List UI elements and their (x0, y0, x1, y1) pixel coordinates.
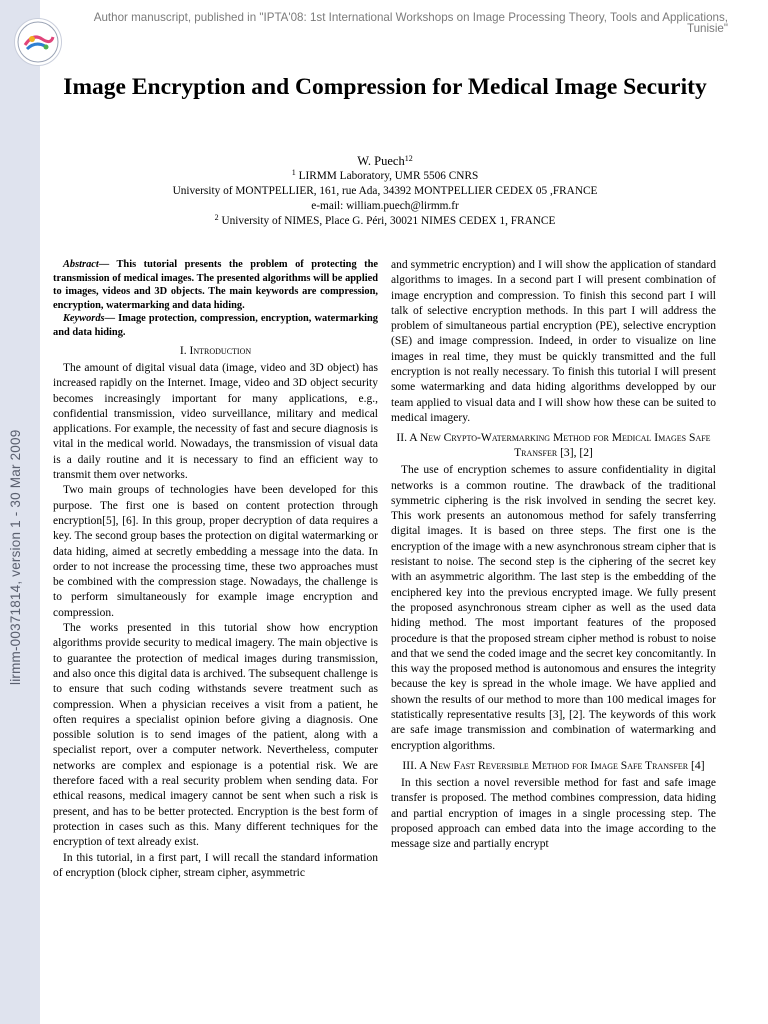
affiliation-2 (60, 214, 710, 229)
manuscript-note-line2: Tunisie" (686, 22, 728, 35)
manuscript-note (80, 12, 728, 34)
intro-paragraph-4: In this tutorial, in a first part, I will recall the standard information of encryption (block cipher, stream cipher, asymmetric (53, 851, 378, 879)
abstract-label: Abstract (63, 259, 99, 270)
section-3-paragraph-1: In this section a novel reversible method for fast and safe image transfer is proposed. The method combines compression, data hiding and partial encryption of images in a single processing step. The proposed approach can embed data into the image according to the message size and partially encrypt (391, 776, 716, 851)
affiliation-2-text: University of NIMES, Place G. Péri, 30021 NIMES CEDEX 1, FRANCE (221, 215, 556, 227)
section-3-heading: III. A New Fast Reversible Method for Image Safe Transfer [4] (402, 758, 705, 772)
archive-id: lirmm-00371814, version 1 - 30 Mar 2009 (8, 429, 23, 685)
manuscript-note-line1: Author manuscript, published in "IPTA'08: 1st International Workshops on Image Processing Theory, Tools and Applications, (93, 11, 728, 24)
abstract (53, 258, 378, 312)
keywords-text: — Image protection, compression, encryption, watermarking and data hiding. (53, 313, 378, 338)
affiliation-1-text: LIRMM Laboratory, UMR 5506 CNRS (298, 170, 479, 182)
paper-title: Image Encryption and Compression for Medical Image Security (63, 74, 707, 100)
intro-paragraph-4-continued: and symmetric encryption) and I will show the application of standard algorithms to images. In a second part I will present combination of image encryption and compression. To finish this second part I will talk of selective encryption methods. In this part I will address the problem of simultaneous partial encryption (PE), selective encryption (SE) and image compression. Indeed, in order to visualize on line images in real time, they must be quickly transmitted and the full encryption is not really necessary. To finish this tutorial I will present some watermarking and data hiding algorithms developped by our team applied to visual data and I will show how these can be suited to medical imagery. (391, 259, 716, 424)
author-block (60, 154, 710, 229)
intro-paragraph-2: Two main groups of technologies have been developed for this purpose. The first one is based on content protection through encryption[5], [6]. In this group, proper decryption of data requires a key. The second group bases the protection on digital watermarking or data hiding, aimed at secretly embedding a message into the data. In order to not increase the processing time, these two approaches must be combined with the compression stage. Nowadays, the challenge is to perform simultaneously for example image encryption and compression. (53, 484, 378, 619)
abstract-text: — This tutorial presents the problem of protecting the transmission of medical images. The presented algorithms will be applied to images, videos and 3D objects. The main keywords are compression, encryption, watermarking and data hiding. (53, 259, 378, 311)
affiliation-1-number: 1 (291, 168, 296, 177)
section-1-heading: I. Introduction (179, 344, 252, 357)
right-column (391, 258, 716, 852)
affiliation-2-number: 2 (214, 213, 219, 222)
left-column (53, 258, 378, 881)
intro-paragraph-3: The works presented in this tutorial show how encryption algorithms provide security to medical imagery. The main objective is to guarantee the protection of medical images during transmission, and also once this digital data is archived. The subsequent challenge is to ensure that such coding withstands severe treatment such as compression. When a physician receives a visit from a patient, he often requires a specialist opinion before giving a diagnosis. One possible solution is to send images of the patient, along with a specialist report, over a computer network. Nevertheless, computer networks are complex and espionage is a potential risk. We are therefore faced with a real security problem when sending data. For ethical reasons, medical imagery cannot be sent when such a risk is present, and has to be better protected. Encryption is the best form of protection in cases such as this. Many different techniques for the encryption of text already exist. (53, 622, 378, 849)
keywords-label: Keywords (63, 313, 105, 324)
author-superscript: 12 (404, 154, 413, 163)
author-name-line (60, 154, 710, 169)
section-2-paragraph-1: The use of encryption schemes to assure confidentiality in digital networks is a common routine. The drawback of the traditional symmetric ciphering is the risk involved in sending the secret key. This work presents an autonomous method for safely transferring digital images. It is based on three steps. The first one is the encryption of the image with a new asynchronous stream cipher that is resistant to noise. The second step is the ciphering of the secret key with an asymmetric algorithm. The last step is the embedding of the enciphered key into the previous encrypted image. We fully present the proposed asynchronous stream cipher as well as the used data hiding method. The most important features of the proposed procedure is that the proposed stream cipher method is robust to noise and that we send the coded image and the secret key concomitantly. In this way the proposed method is autonomous and ensures the integrity because the key is spread in the whole image. We have applied and shown the results of our method to more than 100 medical images for statistically representative results [3], [2]. The keywords of this work are safe image transmission and combination of watermarking and encryption algorithms. (391, 464, 716, 752)
intro-paragraph-1: The amount of digital visual data (image, video and 3D object) has increased rapidly on the Internet. Image, video and 3D object security becomes increasingly important for many applications, e.g., confidential transmission, video surveillance, military and medical applications. For example, the necessity of fast and secure diagnosis is vital in the medical world. Nowadays, the transmission of visual data is a daily routine and it is necessary to find an efficient way to transmit them over networks. (53, 362, 378, 482)
affiliation-1-address: University of MONTPELLIER, 161, rue Ada, 34392 MONTPELLIER CEDEX 05 ,FRANCE (172, 185, 598, 197)
conference-logo (14, 18, 62, 66)
keywords (53, 312, 378, 339)
section-2-heading: II. A New Crypto-Watermarking Method for Medical Images Safe Transfer [3], [2] (396, 431, 711, 460)
author-email: e-mail: william.puech@lirmm.fr (311, 200, 459, 212)
author-name: W. Puech (357, 154, 405, 168)
affiliation-1 (60, 169, 710, 184)
